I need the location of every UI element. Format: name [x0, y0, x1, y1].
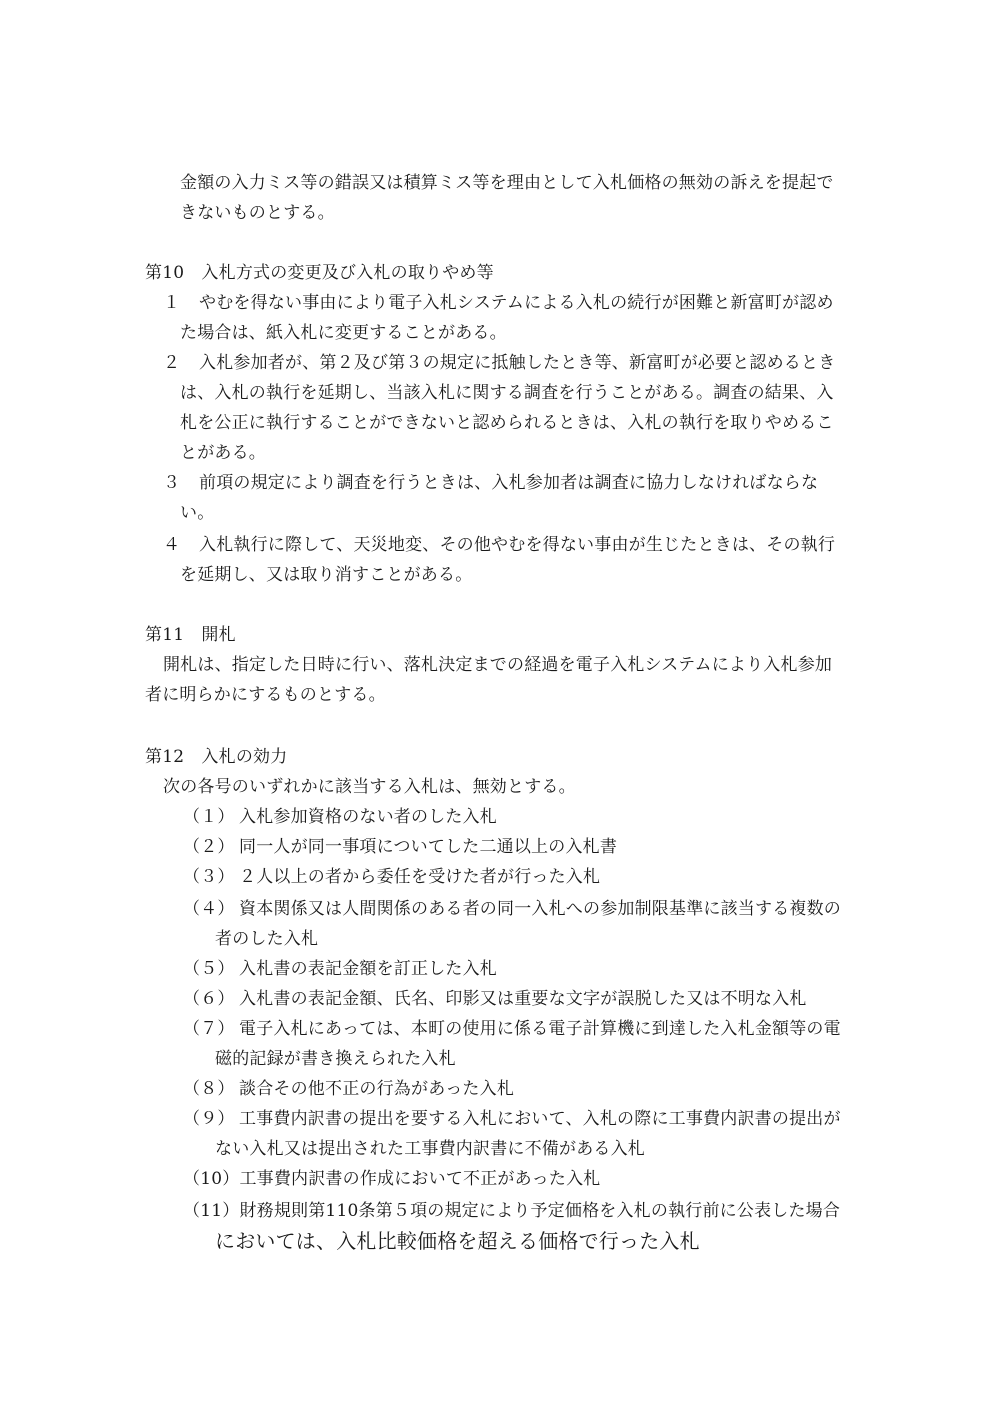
item-text: ２人以上の者から委任を受けた者が行った入札: [239, 867, 601, 887]
section12-item-1: [183, 802, 497, 832]
item-text: 入札書の表記金額、氏名、印影又は重要な文字が誤脱した又は不明な入札: [239, 989, 807, 1009]
item-text: 資本関係又は人間関係のある者の同一入札への参加制限基準に該当する複数の: [239, 899, 841, 919]
item-text: 入札執行に際して、天災地変、その他やむを得ない事由が生じたときは、その執行: [199, 535, 836, 555]
item-text: 談合その他不正の行為があった入札: [239, 1079, 515, 1099]
item-text: 入札参加者が、第２及び第３の規定に抵触したとき等、新富町が必要と認めるとき: [199, 353, 836, 373]
section11-line-2: 者に明らかにするものとする。: [145, 685, 386, 705]
item-text: 同一人が同一事項についてした二通以上の入札書: [239, 837, 618, 857]
item-number: ２: [163, 353, 181, 373]
section12-item-9-cont: ない入札又は提出された工事費内訳書に不備がある入札: [215, 1139, 645, 1159]
section12-intro: 次の各号のいずれかに該当する入札は、無効とする。: [163, 777, 576, 797]
section12-item-4-cont: 者のした入札: [215, 929, 319, 949]
item-text: 工事費内訳書の提出を要する入札において、入札の際に工事費内訳書の提出が: [239, 1109, 841, 1129]
item-text: 前項の規定により調査を行うときは、入札参加者は調査に協力しなければならな: [199, 473, 819, 493]
continuation-line-1: 金額の入力ミス等の錯誤又は積算ミス等を理由として入札価格の無効の訴えを提起で: [180, 173, 834, 193]
item-number: （６）: [183, 989, 235, 1009]
section12-item-4: [183, 894, 841, 924]
item-number: （３）: [183, 867, 235, 887]
item-number: （７）: [183, 1019, 235, 1039]
section10-item-3-cont: い。: [180, 503, 215, 523]
item-number: （１）: [183, 807, 235, 827]
section12-item-11: [183, 1196, 840, 1226]
item-text: やむを得ない事由により電子入札システムによる入札の続行が困難と新富町が認め: [199, 293, 834, 313]
section10-item-2: [163, 348, 835, 378]
section10-item-4: [163, 530, 835, 560]
item-number: （４）: [183, 899, 235, 919]
section12-item-6: [183, 984, 807, 1014]
section12-item-11-cont: においては、入札比較価格を超える価格で行った入札: [215, 1229, 700, 1253]
section12-item-3: [183, 862, 600, 892]
section12-item-7: [183, 1014, 841, 1044]
item-number: １: [163, 293, 181, 313]
item-text: 電子入札にあっては、本町の使用に係る電子計算機に到達した入札金額等の電: [239, 1019, 841, 1039]
item-number: （８）: [183, 1079, 235, 1099]
item-text: 入札参加資格のない者のした入札: [239, 807, 497, 827]
continuation-line-2: きないものとする。: [180, 203, 335, 223]
item-text: 財務規則第110条第５項の規定により予定価格を入札の執行前に公表した場合: [239, 1201, 841, 1221]
section12-item-5: [183, 954, 497, 984]
section12-item-7-cont: 磁的記録が書き換えられた入札: [215, 1049, 456, 1069]
section10-item-4-cont: を延期し、又は取り消すことがある。: [180, 565, 473, 585]
section10-item-3: [163, 468, 818, 498]
item-number: ３: [163, 473, 181, 493]
section10-item-1: [163, 288, 834, 318]
item-number: （９）: [183, 1109, 235, 1129]
section12-item-8: [183, 1074, 514, 1104]
section12-item-10: [183, 1164, 600, 1194]
section12-item-2: [183, 832, 617, 862]
item-number: （11）: [183, 1201, 240, 1221]
section11-title: 第11 開札: [145, 625, 236, 645]
section12-item-9: [183, 1104, 841, 1134]
item-text: 入札書の表記金額を訂正した入札: [239, 959, 497, 979]
section10-item-1-cont: た場合は、紙入札に変更することがある。: [180, 323, 507, 343]
section10-title: 第10 入札方式の変更及び入札の取りやめ等: [145, 263, 494, 283]
item-number: （10）: [183, 1169, 240, 1189]
item-number: （２）: [183, 837, 235, 857]
section10-item-2-cont-2: 札を公正に執行することができないと認められるときは、入札の執行を取りやめるこ: [180, 413, 834, 433]
item-text: 工事費内訳書の作成において不正があった入札: [239, 1169, 601, 1189]
section10-item-2-cont-1: は、入札の執行を延期し、当該入札に関する調査を行うことがある。調査の結果、入: [180, 383, 834, 403]
section12-title: 第12 入札の効力: [145, 747, 288, 767]
item-number: （５）: [183, 959, 235, 979]
item-number: ４: [163, 535, 181, 555]
section10-item-2-cont-3: とがある。: [180, 443, 266, 463]
section11-line-1: 開札は、指定した日時に行い、落札決定までの経過を電子入札システムにより入札参加: [163, 655, 833, 675]
